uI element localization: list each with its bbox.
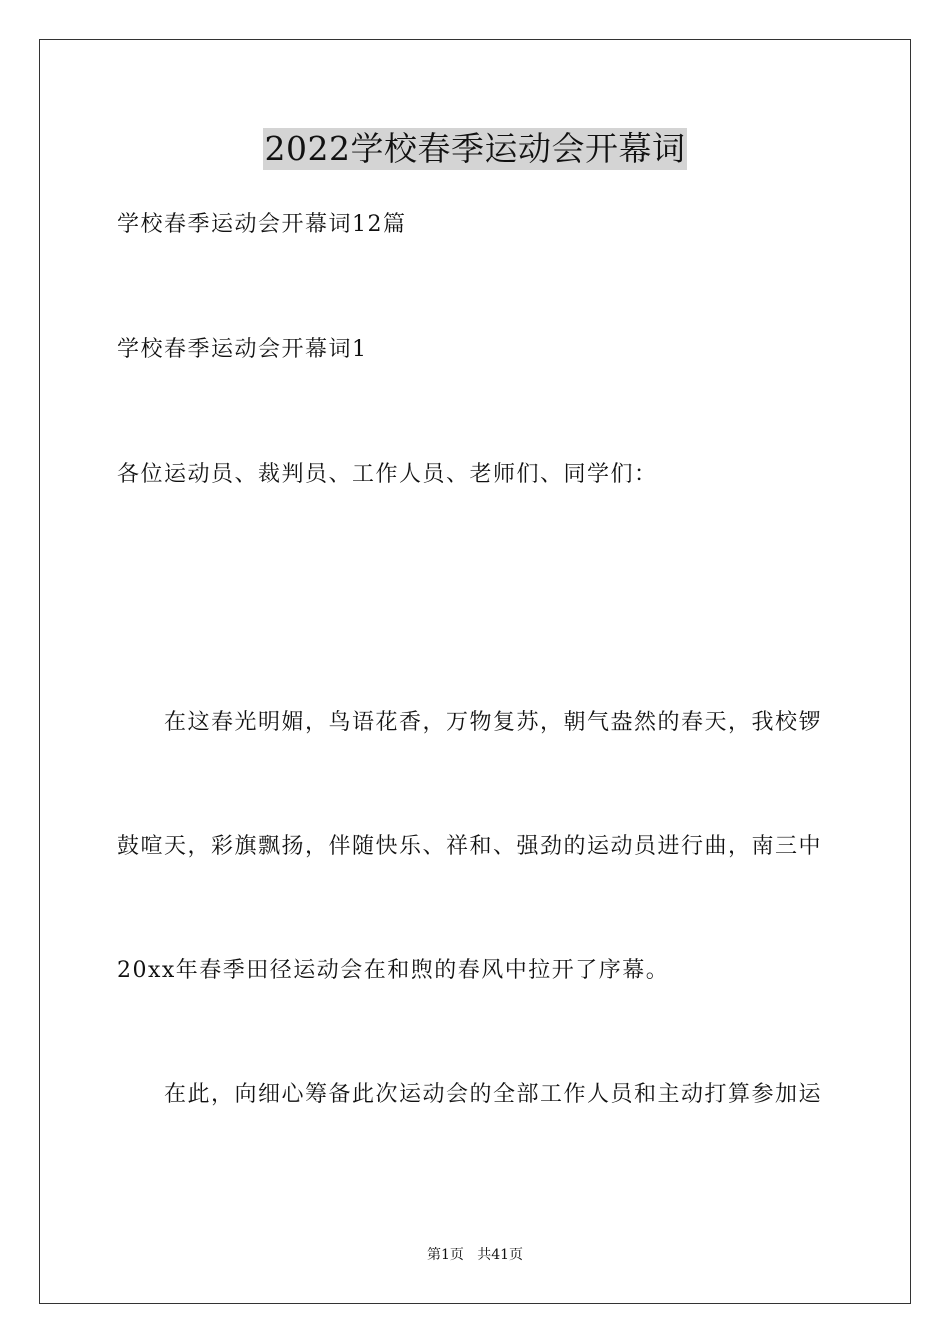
section-heading: 学校春季运动会开幕词1	[117, 337, 368, 362]
paragraph-line: 20xx年春季田径运动会在和煦的春风中拉开了序幕。	[117, 958, 670, 983]
salutation-line: 各位运动员、裁判员、工作人员、老师们、同学们：	[117, 462, 658, 487]
document-title: 2022学校春季运动会开幕词	[264, 129, 686, 168]
document-title-container	[0, 128, 950, 170]
paragraph-line: 在这春光明媚，鸟语花香，万物复苏，朝气盎然的春天，我校锣	[164, 710, 823, 735]
subtitle-line: 学校春季运动会开幕词12篇	[117, 212, 407, 237]
paragraph-line: 鼓喧天，彩旗飘扬，伴随快乐、祥和、强劲的运动员进行曲，南三中	[117, 834, 823, 859]
paragraph-line: 在此，向细心筹备此次运动会的全部工作人员和主动打算参加运	[164, 1082, 823, 1107]
page-footer: 第1页 共41页	[426, 1247, 524, 1263]
